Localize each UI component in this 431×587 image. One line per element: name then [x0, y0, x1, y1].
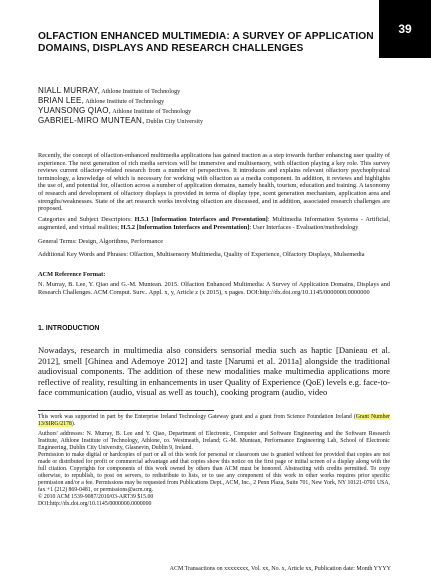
abstract: Recently, the concept of olfaction-enhanced multimedia applications has gained traction as a step towards further enhancing user quality of experience. The next generation of rich media services will be immersive and multisensory, with olfaction playing a key role. This survey reviews current olfactory-related research from a number of perspectives. It introduces and explains relevant olfactory psychophysical terminology, a knowledge of which is necessary for working with olfaction as a media component. In addition, it reviews and highlights the use of, and potential for, olfaction across a number of application domains, namely health, tourism, education and training. A taxonomy of research and development of olfactory displays is provided in terms of display type, scent generation mechanism, application area and strengths/weaknesses. State of the art research works involving olfaction are discussed, and in addition, associated research challenges are proposed. [38, 152, 390, 213]
footnotes [38, 414, 390, 508]
author-entry [38, 86, 390, 96]
category-h51: H.5.1 [Information Interfaces and Presentation] [134, 216, 268, 223]
categories-label: Categories and Subject Descriptors: [38, 216, 135, 223]
introduction-text: Nowadays, research in multimedia also considers sensorial media such as haptic [Danieau et al. 2012], smell [Ghinea and Ademoye 2012] and taste [Narumi et al. 2011a] alongside the traditional audiovisual components. The addition of these new modalities make multimedia applications more reflective of reality, resulting in enhancements in user Quality of Experience (QoE) levels e.g. face-to-face communication (audio, visual as well as touch), cooking program (audio, video [38, 345, 390, 398]
funding-note [38, 414, 390, 428]
subject-categories [38, 216, 390, 231]
general-terms: General Terms: Design, Algorithms, Performance [38, 238, 163, 245]
paper-title: OLFACTION ENHANCED MULTIMEDIA: A SURVEY OF APPLICATION DOMAINS, DISPLAYS AND RESEARCH CHALLENGES [38, 31, 374, 54]
category-h52-text: : User Interfaces - Evaluation/methodology [249, 223, 359, 231]
grant-number-highlight: Grant Number 13/SIRG/2178 [38, 414, 390, 427]
author-name: NIALL MURRAY, [38, 86, 101, 95]
author-entry [38, 116, 390, 126]
author-addresses: Authors' addresses: N. Murray, B. Lee and Y. Qiao, Department of Electronic, Computer and Software Engineering and the Software Research Institute, Athlone Institute of Technology, Athlone, co. Westmeath, Ireland; G.-M. Muntean, Performance Engineering Lab, School of Electronic Engineering, Dublin City University, Glasnevin, Dublin 9, Ireland. [38, 431, 390, 451]
funding-text-end: ). [71, 421, 76, 427]
acm-reference-heading: ACM Reference Format: [38, 271, 106, 278]
author-name: YUANSONG QIAO, [38, 106, 112, 115]
category-h52: H.5.2 [Information Interfaces and Presentation] [120, 223, 250, 231]
author-entry [38, 96, 390, 106]
author-name: GABRIEL-MIRO MUNTEAN, [38, 116, 145, 125]
author-affiliation: Dublin City University [144, 118, 204, 125]
funding-text: This work was supported in part by the Enterprise Ireland Technology Gateway grant and a grant from Science Foundation Ireland ( [38, 414, 356, 420]
copyright-line: © 2010 ACM 1539-9087/2010/03-ART39 $15.00 [38, 494, 154, 500]
permission-notice: Permission to make digital or hardcopies of part or all of this work for personal or classroom use is granted without fee provided that copies are not made or distributed for profit or commercial advantage and that copies show this notice on the first page or initial screen of a display along with the full citation. Copyrights for components of this work owned by others than ACM must be honored. Abstracting with credits permitted. To copy otherwise, to republish, to post on servers, to redistribute to lists, or to use any component of this work in other works requires prior specific permission and/or a fee. Permissions may be requested from Publications Dept., ACM, Inc., 2 Penn Plaza, Suite 701, New York, NY 10121-0701 USA, fax +1 (212) 869-0481, or permissions@acm.org. [38, 452, 390, 493]
author-list [38, 86, 390, 126]
page-number: 39 [398, 22, 412, 36]
author-affiliation: Athlone Institute of Technology [100, 88, 181, 95]
category-h51-text: : Multimedia Information Systems - Artificial, augmented, and virtual realities; [38, 216, 390, 231]
section-heading: 1. INTRODUCTION [38, 325, 100, 332]
author-name: BRIAN LEE, [38, 96, 85, 105]
footnote-rule [38, 410, 214, 411]
author-entry [38, 106, 390, 116]
keywords: Additional Key Words and Phrases: Olfaction, Multisensory Multimedia, Quality of Experience, Olfactory Displays, Mulsemedia [38, 251, 365, 258]
author-affiliation: Athlone Institute of Technology [84, 98, 165, 105]
acm-reference: N. Murray, B. Lee, Y. Qiao and G.-M. Muntean. 2015. Olfaction Enhanced Multimedia: A Survey of Application Domains, Displays and Research Challenges. ACM Comput. Surv.. Appl. x, y, Article z (x 2015), x pages. DOI:http://dx.doi.org/10.1145/0000000.0000000 [38, 281, 390, 296]
running-footer: ACM Transactions on xxxxxxxx, Vol. xx, No. x, Article xx, Publication date: Month YYYY [169, 566, 391, 572]
doi-line: DOI:http://dx.doi.org/10.1145/0000000.0000000 [38, 501, 152, 507]
author-affiliation: Athlone Institute of Technology [111, 108, 192, 115]
